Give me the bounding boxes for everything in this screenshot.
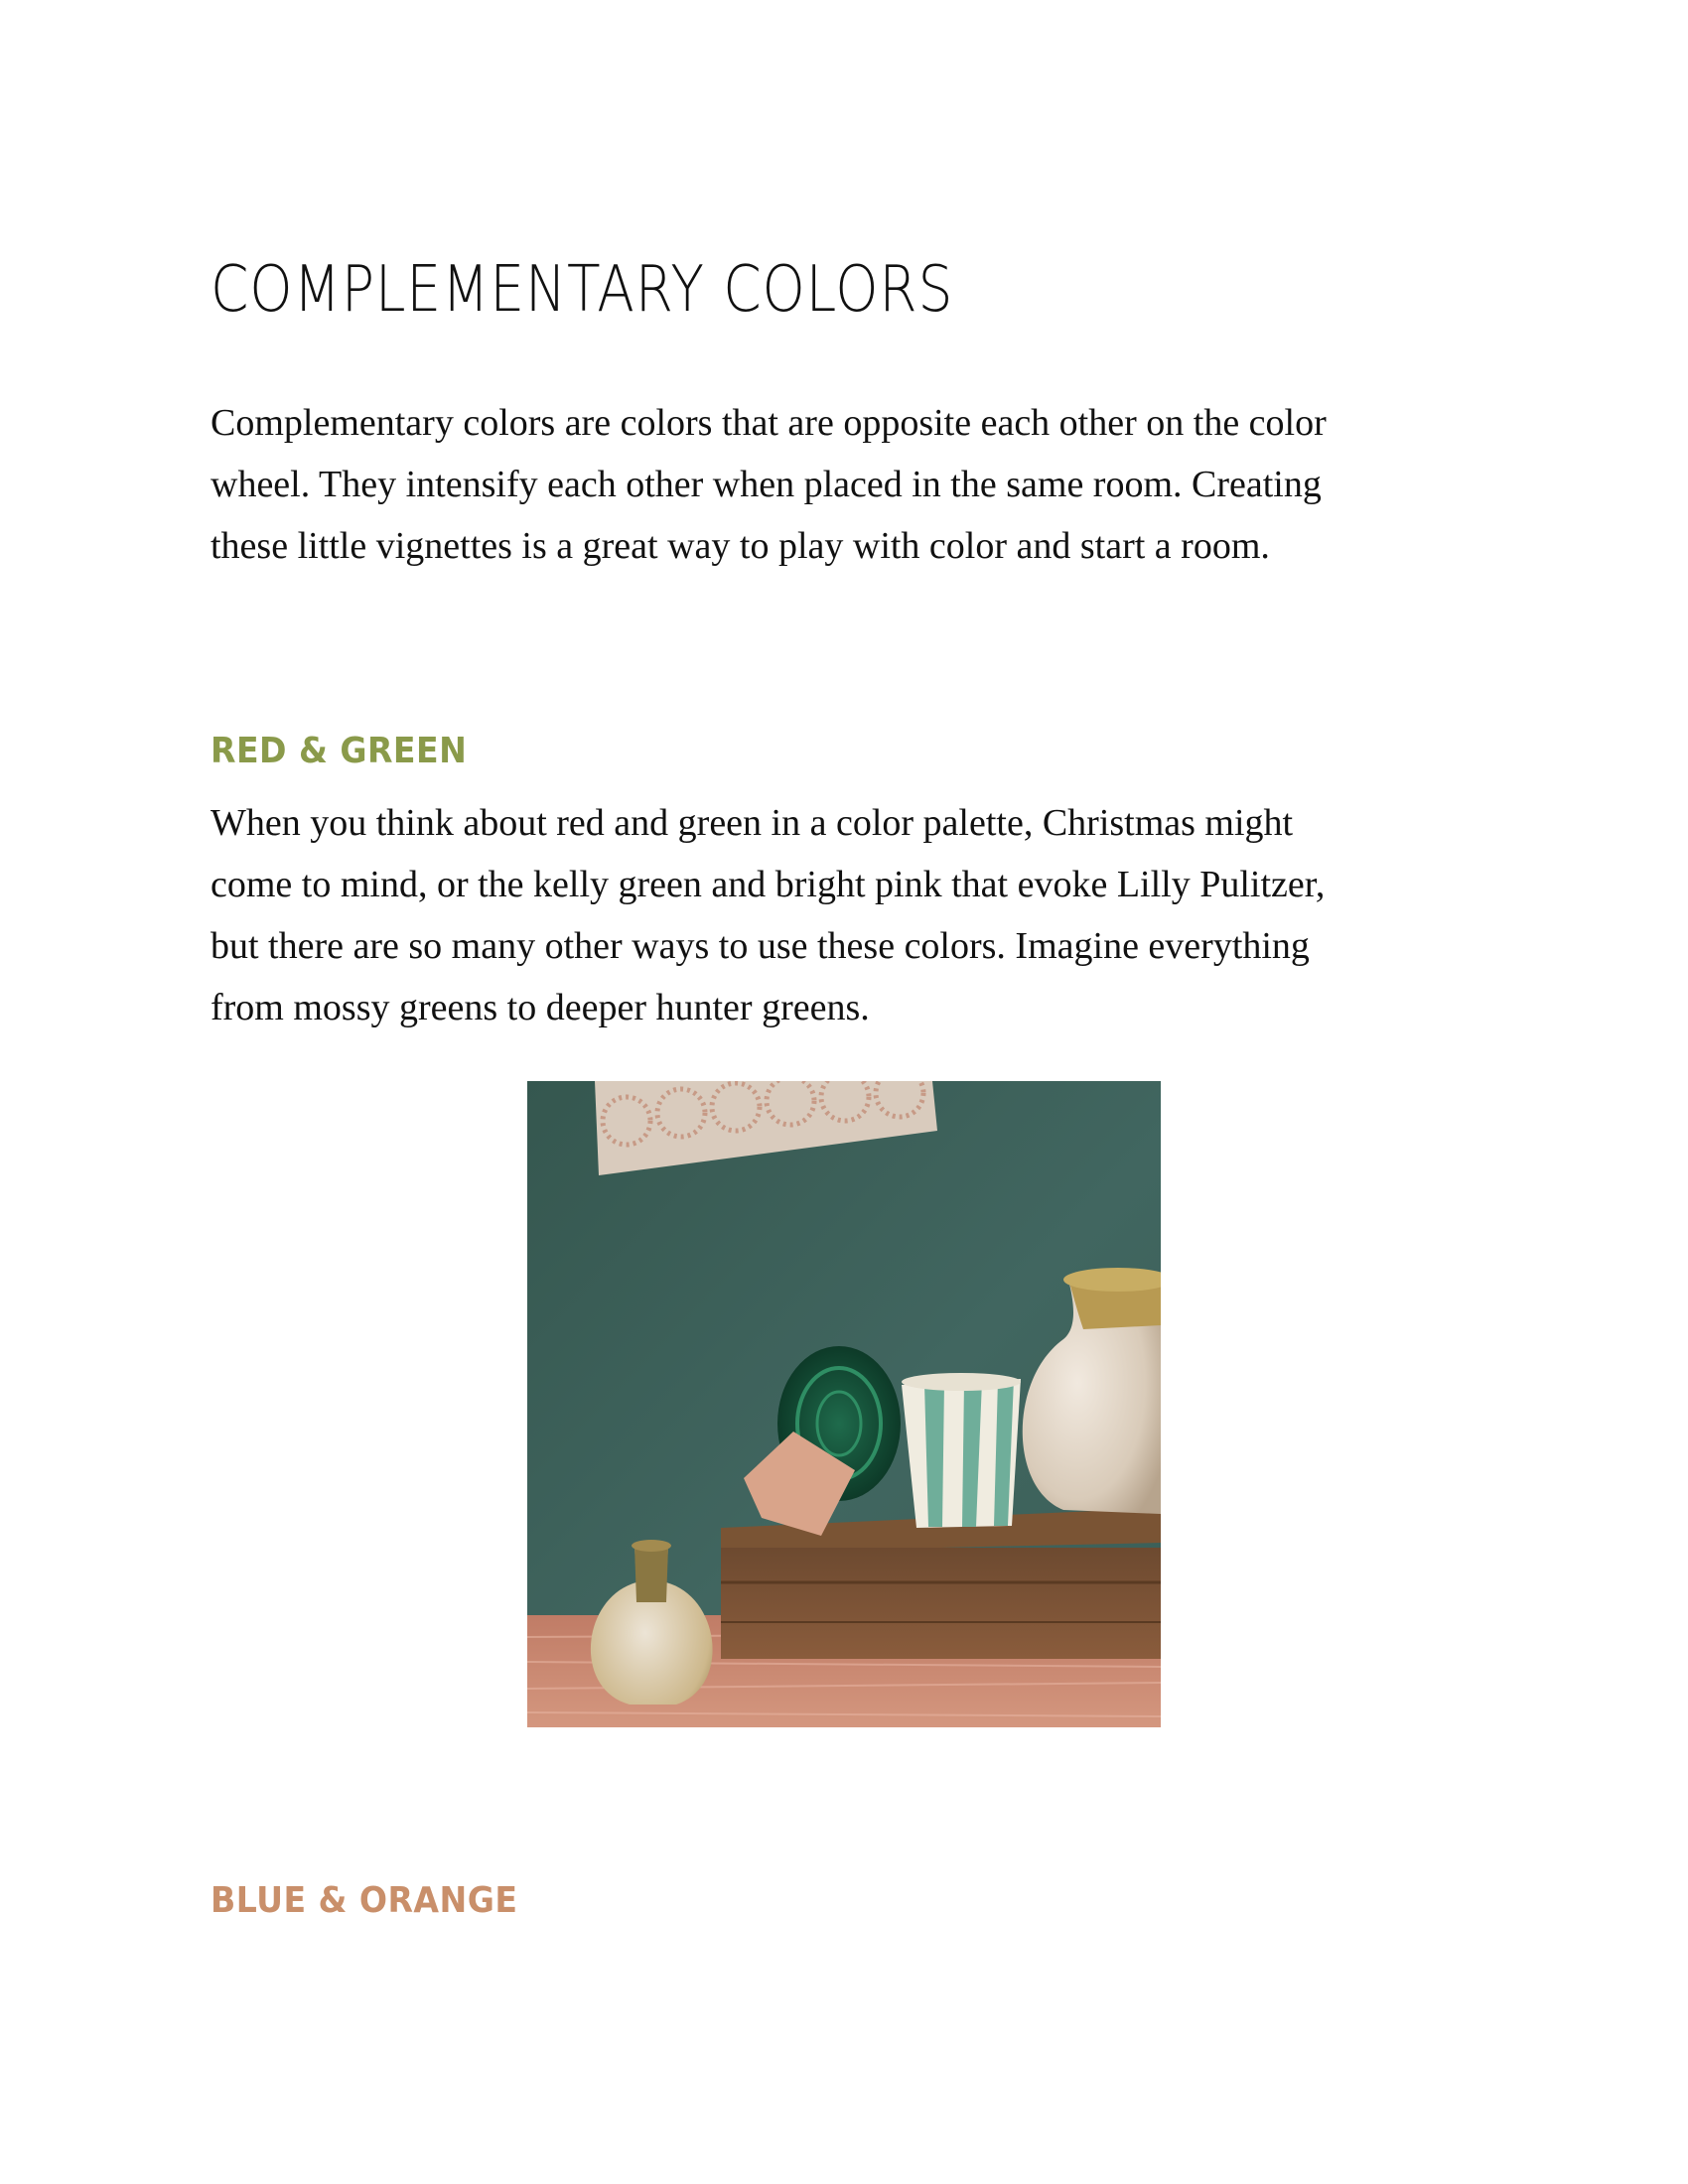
- page-title: COMPLEMENTARY COLORS: [211, 252, 954, 327]
- intro-line: wheel. They intensify each other when placed in the same room. Creating: [211, 464, 1322, 505]
- red-green-line: come to mind, or the kelly green and bright pink that evoke Lilly Pulitzer,: [211, 864, 1326, 905]
- red-green-line: from mossy greens to deeper hunter greens.: [211, 987, 870, 1028]
- red-green-line: but there are so many other ways to use these colors. Imagine everything: [211, 925, 1310, 967]
- red-green-paragraph: [211, 792, 1501, 1038]
- red-green-line: When you think about red and green in a color palette, Christmas might: [211, 802, 1294, 844]
- striped-cup: [902, 1373, 1021, 1528]
- intro-line: Complementary colors are colors that are opposite each other on the color: [211, 402, 1327, 444]
- section-heading-blue-orange: BLUE & ORANGE: [211, 1879, 518, 1921]
- wooden-box: [721, 1508, 1161, 1659]
- section-heading-red-green: RED & GREEN: [211, 730, 468, 771]
- intro-paragraph: [211, 392, 1501, 577]
- intro-line: these little vignettes is a great way to play with color and start a room.: [211, 525, 1270, 567]
- vignette-photo: [527, 1081, 1161, 1727]
